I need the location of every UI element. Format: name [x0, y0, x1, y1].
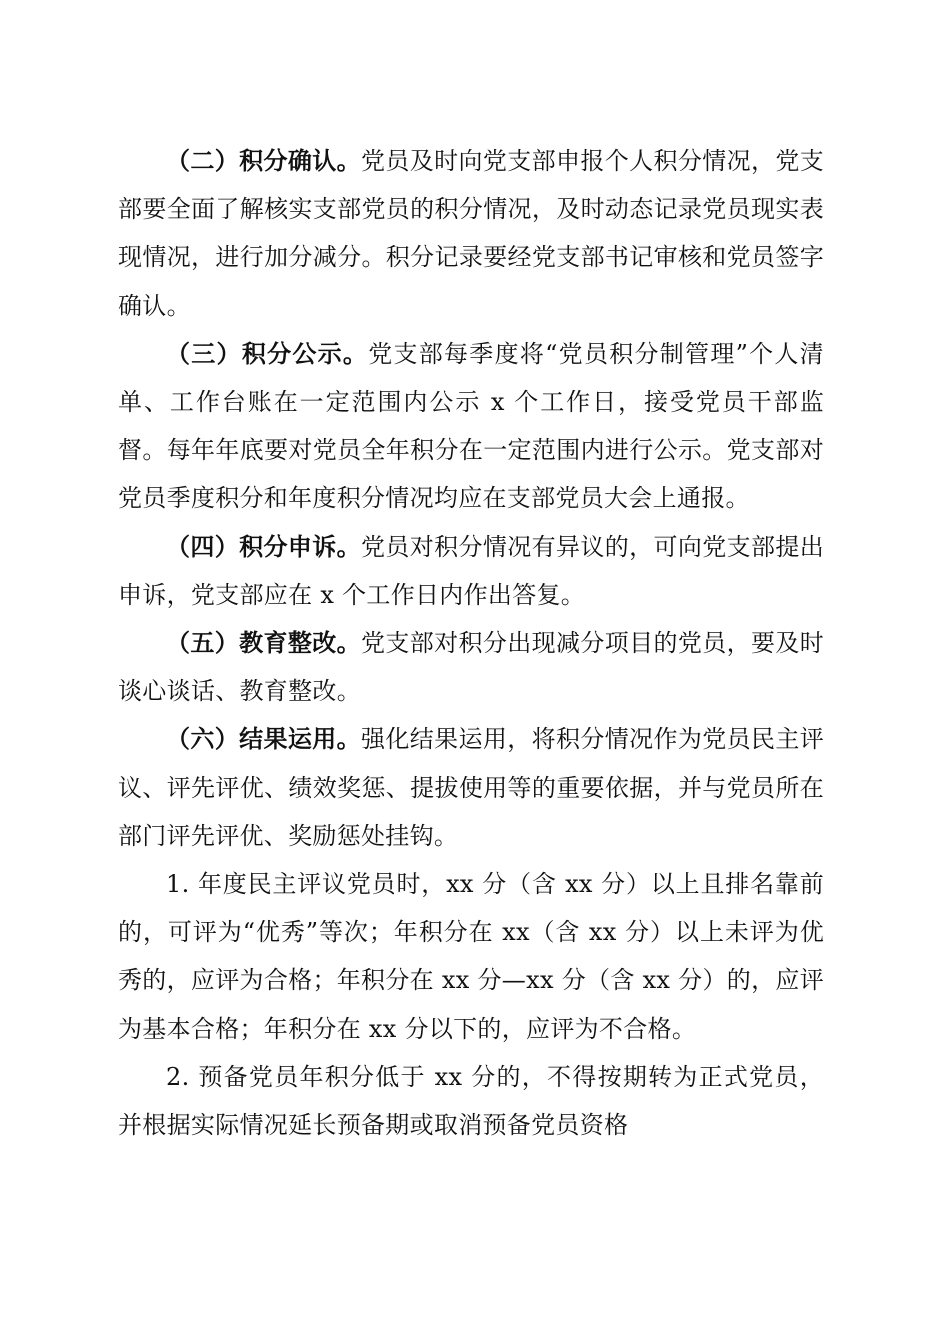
list-item: 1. 年度民主评议党员时，xx 分（含 xx 分）以上且排名靠前的，可评为“优秀”等次；年积分在 xx（含 xx 分）以上未评为优秀的，应评为合格；年积分在 xx 分—xx 分（含 xx 分）的，应评为基本合格；年积分在 xx 分以下的，应评为不合格。 [118, 870, 824, 1043]
section-text: 强化结果运用，将积分情况作为党员民主评议、评先评优、绩效奖惩、提拔使用等的重要依据，并与党员所在部门评先评优、奖励惩处挂钩。 [118, 725, 824, 850]
section-points-appeal [118, 523, 824, 619]
section-education-rectification [118, 619, 824, 715]
section-text: 党员及时向党支部申报个人积分情况，党支部要全面了解核实支部党员的积分情况，及时动态记录党员现实表现情况，进行加分减分。积分记录要经党支部书记审核和党员签字确认。 [118, 147, 824, 320]
section-heading: （二）积分确认。 [166, 147, 361, 175]
section-text: 党员对积分情况有异议的，可向党支部提出申诉，党支部应在 x 个工作日内作出答复。 [118, 532, 824, 609]
section-text: 党支部每季度将“党员积分制管理”个人清单、工作台账在一定范围内公示 x 个工作日，接受党员干部监督。每年年底要对党员全年积分在一定范围内进行公示。党支部对党员季度积分和年度积分情况均应在支部党员大会上通报。 [118, 339, 824, 513]
section-text: 党支部对积分出现减分项目的党员，要及时谈心谈话、教育整改。 [118, 629, 824, 706]
section-heading: （三）积分公示。 [166, 339, 369, 368]
section-heading: （六）结果运用。 [166, 725, 361, 754]
section-points-publicity [118, 330, 824, 523]
section-heading: （四）积分申诉。 [166, 532, 361, 561]
list-item: 2. 预备党员年积分低于 xx 分的，不得按期转为正式党员，并根据实际情况延长预备期或取消预备党员资格 [118, 1062, 824, 1140]
section-result-application [118, 715, 824, 860]
section-points-confirmation [118, 137, 824, 330]
section-heading: （五）教育整改。 [166, 629, 361, 658]
document-body [118, 137, 824, 1149]
